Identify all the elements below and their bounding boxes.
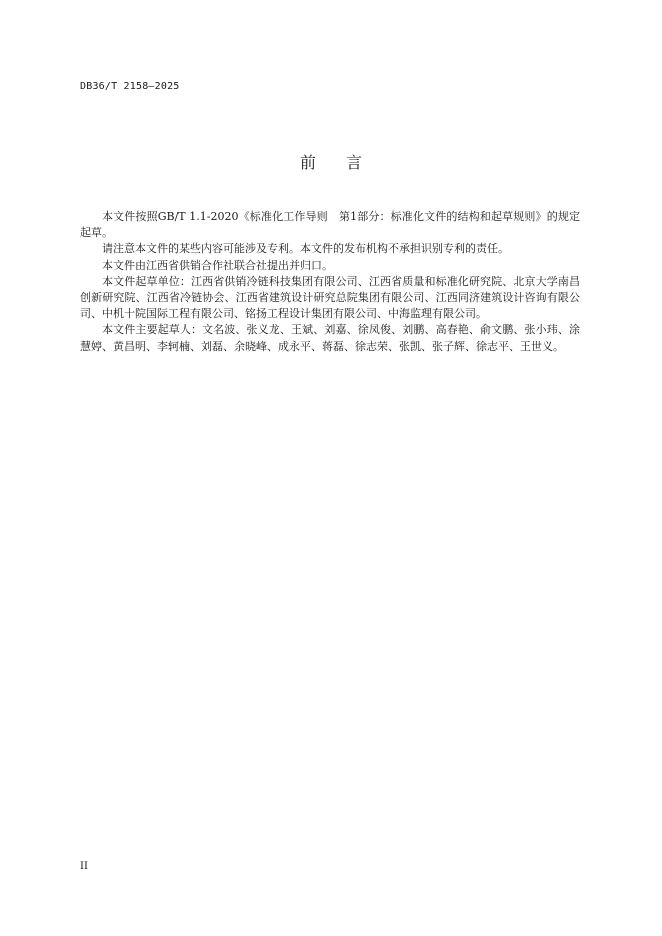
page-title: 前言 (299, 153, 392, 172)
foreword-body (80, 209, 580, 355)
paragraph-drafting-rules: 本文件按照GB/T 1.1-2020《标准化工作导则 第1部分：标准化文件的结构和起草规则》的规定起草。 (80, 210, 580, 240)
paragraph-drafting-units: 本文件起草单位：江西省供销冷链科技集团有限公司、江西省质量和标准化研究院、北京大学南昌创新研究院、江西省冷链协会、江西省建筑设计研究总院集团有限公司、江西同济建筑设计咨询有限公司、中机十院国际工程有限公司、铭扬工程设计集团有限公司、中海监理有限公司。 (80, 274, 580, 321)
paragraph-proposer: 本文件由江西省供销合作社联合社提出并归口。 (102, 258, 333, 272)
paragraph-patent-notice: 请注意本文件的某些内容可能涉及专利。本文件的发布机构不承担识别专利的责任。 (102, 242, 509, 256)
standard-code: DB36/T 2158—2025 (80, 81, 180, 92)
page-number: II (80, 861, 88, 872)
paragraph-main-drafters: 本文件主要起草人：文名波、张义龙、王斌、刘嘉、徐凤俊、刘鹏、高春艳、俞文鹏、张小玮、涂慧婷、黄昌明、李轲楠、刘磊、余晓峰、成永平、蒋磊、徐志荣、张凯、张子辉、徐志平、王世义。 (80, 323, 580, 353)
